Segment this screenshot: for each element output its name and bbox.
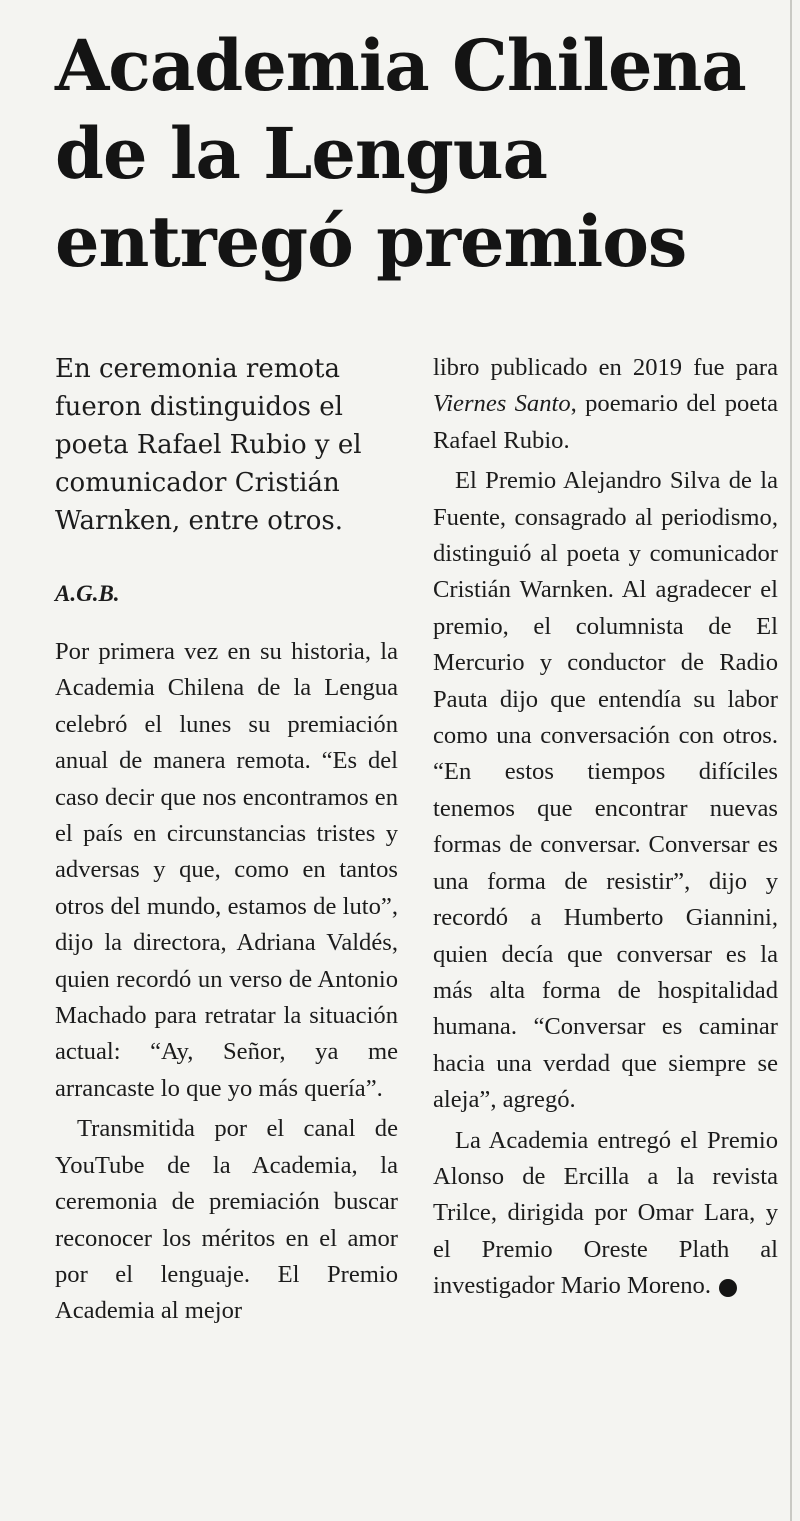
paragraph-4 xyxy=(433,1123,778,1305)
clipping-edge xyxy=(790,0,792,1521)
paragraph-2-end: , poemario del poeta Rafael Rubio. xyxy=(433,390,778,454)
lede-line-1: En ceremonia remota xyxy=(55,354,340,384)
lede-line-2: fueron distinguidos el xyxy=(55,392,343,422)
paragraph-2-continued xyxy=(433,350,778,459)
lede xyxy=(55,350,375,540)
headline-line-2: de la Lengua xyxy=(55,112,548,195)
book-title: Viernes Santo xyxy=(433,390,571,418)
headline-line-1: Academia Chilena xyxy=(55,24,746,107)
end-of-article-icon xyxy=(719,1279,737,1297)
byline: A.G.B. xyxy=(55,581,120,606)
lede-line-4: comunicador Cristián xyxy=(55,468,340,498)
lede-line-5: Warnken, entre otros. xyxy=(55,506,344,536)
paragraph-2 xyxy=(55,1111,398,1329)
headline xyxy=(55,22,785,286)
paragraph-4-text: La Academia entregó el Premio Alonso de Ercilla a la revista Trilce, dirigida por Omar Lara, y el Premio Oreste Plath al investigador Mario Moreno. xyxy=(433,1126,778,1300)
column-left xyxy=(55,350,398,1330)
paragraph-1: Por primera vez en su historia, la Academia Chilena de la Lengua celebró el lunes su premiación anual de manera remota. “Es del caso decir que nos encontramos en el país en circunstancias tristes y adversas y que, como en tantos otros del mundo, estamos de luto”, dijo la directora, Adriana Valdés, quien recordó un verso de Antonio Machado para retratar la situación actual: “Ay, Señor, ya me arrancaste lo que yo más quería”. xyxy=(55,638,398,1102)
headline-line-3: entregó premios xyxy=(55,200,687,283)
paragraph-2-book-prefix: libro publicado en 2019 fue para xyxy=(433,354,778,381)
lede-line-3: poeta Rafael Rubio y el xyxy=(55,430,362,460)
paragraph-3: El Premio Alejandro Silva de la Fuente, consagrado al periodismo, distinguió al poeta y comunicador Cristián Warnken. Al agradecer el premio, el columnista de El Mercurio y conductor de Radio Pauta dijo que entendía su labor como una conversación con otros. “En estos tiempos difíciles tenemos que encontrar nuevas formas de conversar. Conversar es una forma de resistir”, dijo y recordó a Humberto Giannini, quien decía que conversar es la más alta forma de hospitalidad humana. “Conversar es caminar hacia una verdad que siempre se aleja”, agregó. xyxy=(433,467,778,1114)
paragraph-2-text: Transmitida por el canal de YouTube de la Academia, la ceremonia de premiación buscar reconocer los méritos en el amor por el lenguaje. El Premio Academia al mejor xyxy=(55,1115,398,1325)
column-right xyxy=(433,350,778,1305)
